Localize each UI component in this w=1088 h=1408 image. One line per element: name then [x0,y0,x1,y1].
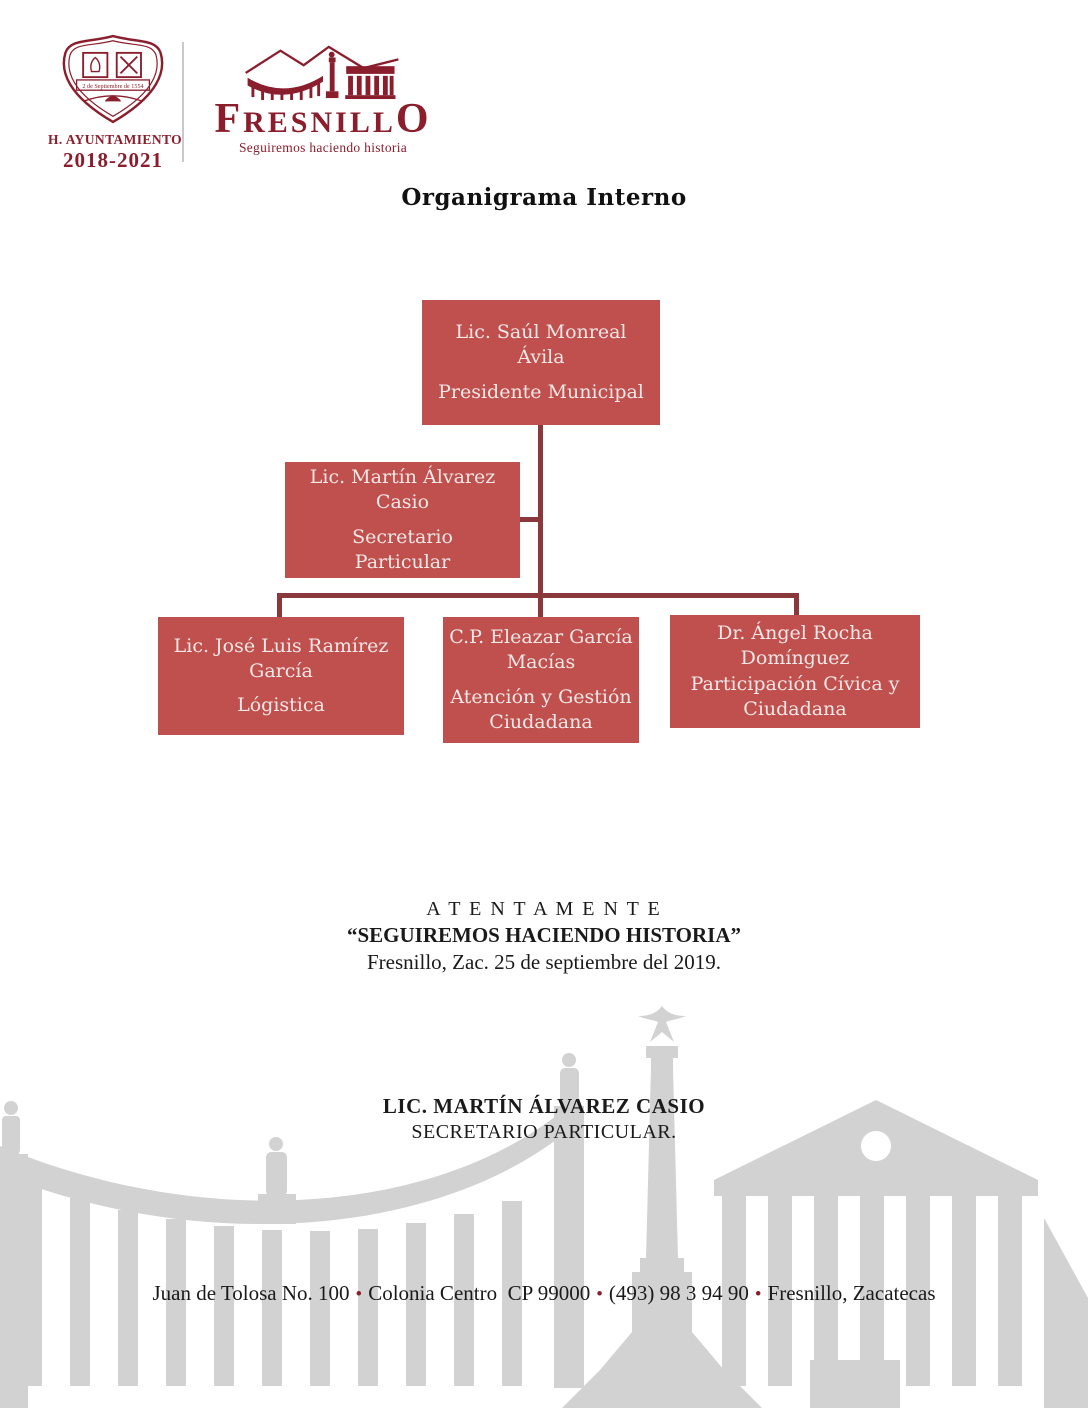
org-node-role: Atención y Gestión Ciudadana [450,685,632,733]
org-node-role: Lógistica [237,694,325,717]
monument-watermark [0,988,1088,1408]
connector-drop-logistica [277,593,282,619]
address-phone: (493) 98 3 94 90 [608,1281,749,1305]
bullet-separator: • [754,1284,762,1305]
bullet-separator: • [355,1284,363,1305]
crest-shield-icon [57,30,169,128]
crest-ayuntamiento-label: H. AYUNTAMIENTO [48,132,183,147]
org-node-name: Dr. Ángel Rocha Domínguez Participación Cívica y Ciudadana [690,622,900,720]
ayuntamiento-crest [48,30,183,173]
org-node-role: Secretario Particular [352,525,453,573]
connector-secretario-stub [520,517,543,522]
logo-tagline: Seguiremos haciendo historia [238,140,408,155]
connector-drop-atencion [538,593,543,619]
page-title: Organigrama Interno [401,184,687,211]
signature-name: LIC. MARTÍN ÁLVAREZ CASIO [382,1094,706,1118]
salutation: A T E N T A M E N T E [426,898,662,920]
signature-title: SECRETARIO PARTICULAR. [411,1121,677,1143]
logo-letter-f: F [214,96,244,142]
fresnillo-logo [208,42,438,156]
logo-letters-mid: RESNILL [243,106,396,139]
org-node-role: Presidente Municipal [438,380,644,403]
org-node-presidente [422,300,660,425]
org-node-name: Lic. José Luis Ramírez García [173,634,389,682]
org-node-name: Lic. Saúl Monreal Ávila [455,321,627,369]
org-node-atencion [443,617,639,743]
address-street: Juan de Tolosa No. 100 [152,1281,350,1305]
header-divider [182,42,184,162]
org-node-secretario [285,462,520,578]
logo-wordmark [208,98,438,140]
org-node-participacion [670,615,920,728]
footer-address [0,1281,1088,1306]
logo-letter-o: O [395,96,432,142]
connector-presidente-down [538,424,543,597]
org-node-name: Lic. Martín Álvarez Casio [309,466,496,514]
logo-monument-icon [241,42,405,100]
closing-block [0,898,1088,975]
crest-seal-date: 2 de Septiembre de 1554 [82,83,144,90]
connector-drop-participacion [794,593,799,617]
motto: “SEGUIREMOS HACIENDO HISTORIA” [346,923,742,947]
signature-block [0,1094,1088,1144]
address-colonia: Colonia Centro CP 99000 [368,1281,591,1305]
crest-term-label: 2018-2021 [63,148,163,172]
dateline: Fresnillo, Zac. 25 de septiembre del 2019. [367,950,721,974]
address-city: Fresnillo, Zacatecas [767,1281,936,1305]
bullet-separator: • [596,1284,603,1305]
org-node-logistica [158,617,404,735]
org-node-name: C.P. Eleazar García Macías [449,626,633,674]
